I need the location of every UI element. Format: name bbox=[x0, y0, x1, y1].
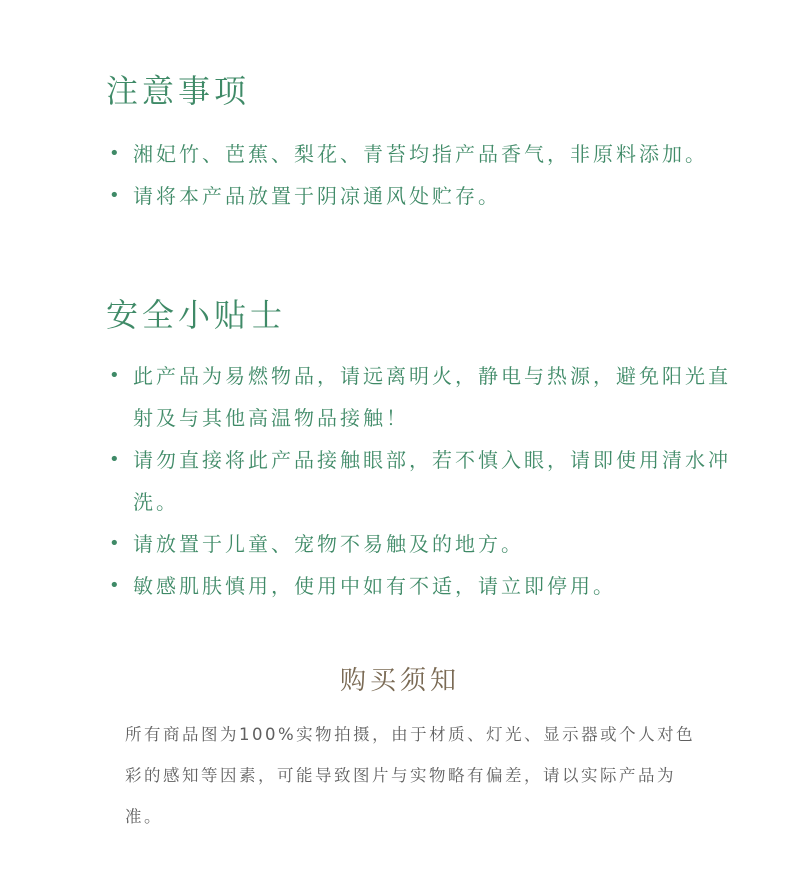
list-item bbox=[106, 355, 746, 439]
list-item bbox=[106, 523, 746, 565]
list-item bbox=[106, 439, 746, 523]
safety-list bbox=[106, 355, 746, 607]
bullet-icon: • bbox=[109, 533, 123, 554]
notice-title: 注意事项 bbox=[106, 72, 251, 110]
purchase-text: 所有商品图为100%实物拍摄，由于材质、灯光、显示器或个人对色彩的感知等因素，可能导致图片与实物略有偏差，请以实际产品为准。 bbox=[125, 725, 696, 826]
list-item bbox=[106, 133, 746, 175]
bullet-icon: • bbox=[109, 143, 123, 164]
list-item bbox=[106, 175, 746, 217]
purchase-title: 购买须知 bbox=[339, 666, 460, 696]
bullet-icon: • bbox=[109, 365, 123, 386]
bullet-icon: • bbox=[109, 185, 123, 206]
notice-item-text: 湘妃竹、芭蕉、梨花、青苔均指产品香气，非原料添加。 bbox=[133, 142, 708, 166]
bullet-icon: • bbox=[109, 575, 123, 596]
safety-item-text: 请勿直接将此产品接触眼部，若不慎入眼，请即使用清水冲洗。 bbox=[133, 448, 731, 514]
safety-item-text: 此产品为易燃物品，请远离明火，静电与热源，避免阳光直射及与其他高温物品接触！ bbox=[133, 364, 731, 430]
notice-list bbox=[106, 133, 746, 217]
safety-item-text: 请放置于儿童、宠物不易触及的地方。 bbox=[133, 532, 524, 556]
list-item bbox=[106, 565, 746, 607]
safety-title: 安全小贴士 bbox=[106, 296, 287, 334]
bullet-icon: • bbox=[109, 449, 123, 470]
safety-item-text: 敏感肌肤慎用，使用中如有不适，请立即停用。 bbox=[133, 574, 616, 598]
notice-item-text: 请将本产品放置于阴凉通风处贮存。 bbox=[133, 184, 501, 208]
